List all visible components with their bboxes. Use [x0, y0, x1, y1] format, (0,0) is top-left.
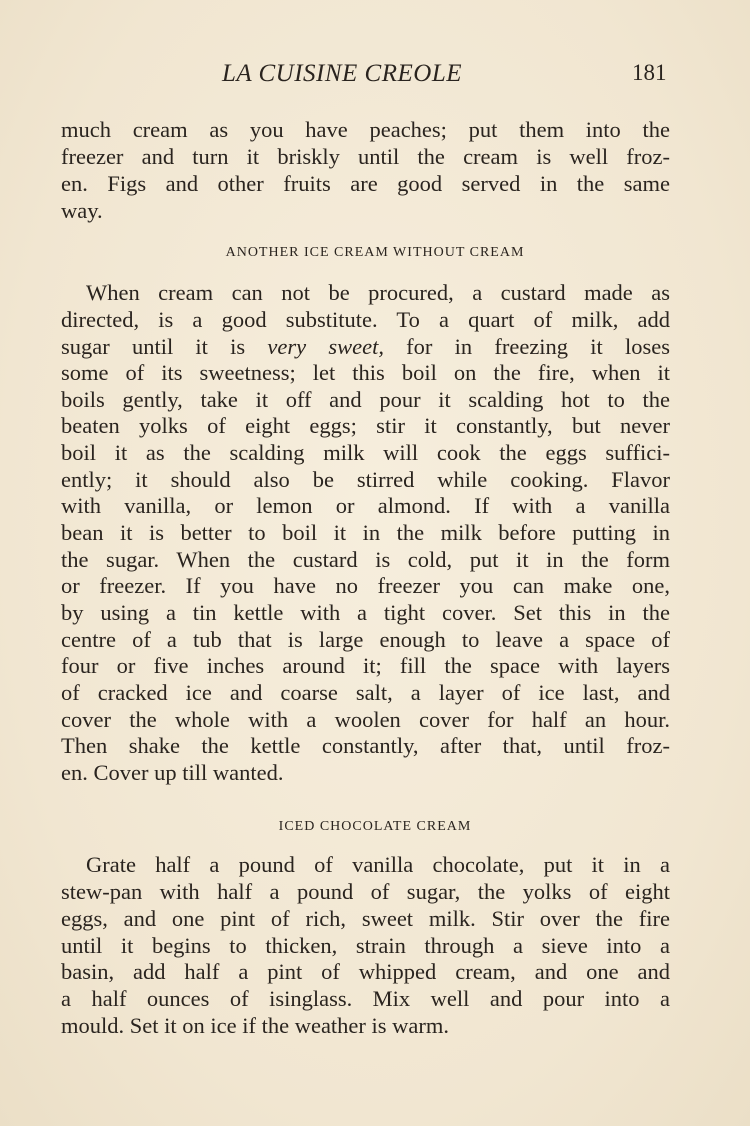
text-line: much cream as you have peaches; put them into the	[61, 117, 670, 142]
text-line: until it begins to thicken, strain through a sieve into a	[61, 933, 670, 958]
text-line: When cream can not be procured, a custard made as	[86, 280, 670, 305]
text-line: way.	[61, 198, 103, 223]
text-segment: for in freezing it loses	[383, 334, 670, 359]
section-heading: ANOTHER ICE CREAM WITHOUT CREAM	[225, 245, 525, 260]
text-line: some of its sweetness; let this boil on the fire, when it	[61, 360, 670, 385]
text-line: or freezer. If you have no freezer you can make one,	[61, 573, 670, 598]
text-line: beaten yolks of eight eggs; stir it constantly, but never	[61, 413, 670, 438]
text-segment: sugar until it is	[61, 334, 268, 359]
text-line: ently; it should also be stirred while cooking. Flavor	[61, 467, 670, 492]
text-line: by using a tin kettle with a tight cover. Set this in the	[61, 600, 670, 625]
text-line: with vanilla, or lemon or almond. If with a vanilla	[61, 493, 670, 518]
text-line: directed, is a good substitute. To a quart of milk, add	[61, 307, 670, 332]
text-line: cover the whole with a woolen cover for half an hour.	[61, 707, 670, 732]
text-line: stew-pan with half a pound of sugar, the yolks of eight	[61, 879, 670, 904]
text-line: freezer and turn it briskly until the cream is well froz-	[61, 144, 670, 169]
text-line: eggs, and one pint of rich, sweet milk. Stir over the fire	[61, 906, 670, 931]
text-line: basin, add half a pint of whipped cream, and one and	[61, 959, 670, 984]
text-line: bean it is better to boil it in the milk before putting in	[61, 520, 670, 545]
page-number: 181	[632, 60, 667, 85]
text-line: Grate half a pound of vanilla chocolate, put it in a	[86, 852, 670, 877]
text-line: a half ounces of isinglass. Mix well and pour into a	[61, 986, 670, 1011]
text-line: mould. Set it on ice if the weather is warm.	[61, 1013, 450, 1038]
text-line: en. Cover up till wanted.	[61, 760, 284, 785]
text-line: Then shake the kettle constantly, after that, until froz-	[61, 733, 670, 758]
text-line: centre of a tub that is large enough to leave a space of	[61, 627, 670, 652]
text-line: boil it as the scalding milk will cook the eggs suffici-	[61, 440, 670, 465]
text-line: four or five inches around it; fill the space with layers	[61, 653, 670, 678]
text-line: the sugar. When the custard is cold, put it in the form	[61, 547, 670, 572]
text-line: boils gently, take it off and pour it scalding hot to the	[61, 387, 670, 412]
text-line: of cracked ice and coarse salt, a layer of ice last, and	[61, 680, 670, 705]
running-header-title: LA CUISINE CREOLE	[222, 60, 462, 87]
text-line	[61, 333, 670, 360]
italic-emphasis: very sweet,	[267, 334, 384, 359]
section-heading: ICED CHOCOLATE CREAM	[278, 819, 472, 834]
text-line: en. Figs and other fruits are good served in the same	[61, 171, 670, 196]
